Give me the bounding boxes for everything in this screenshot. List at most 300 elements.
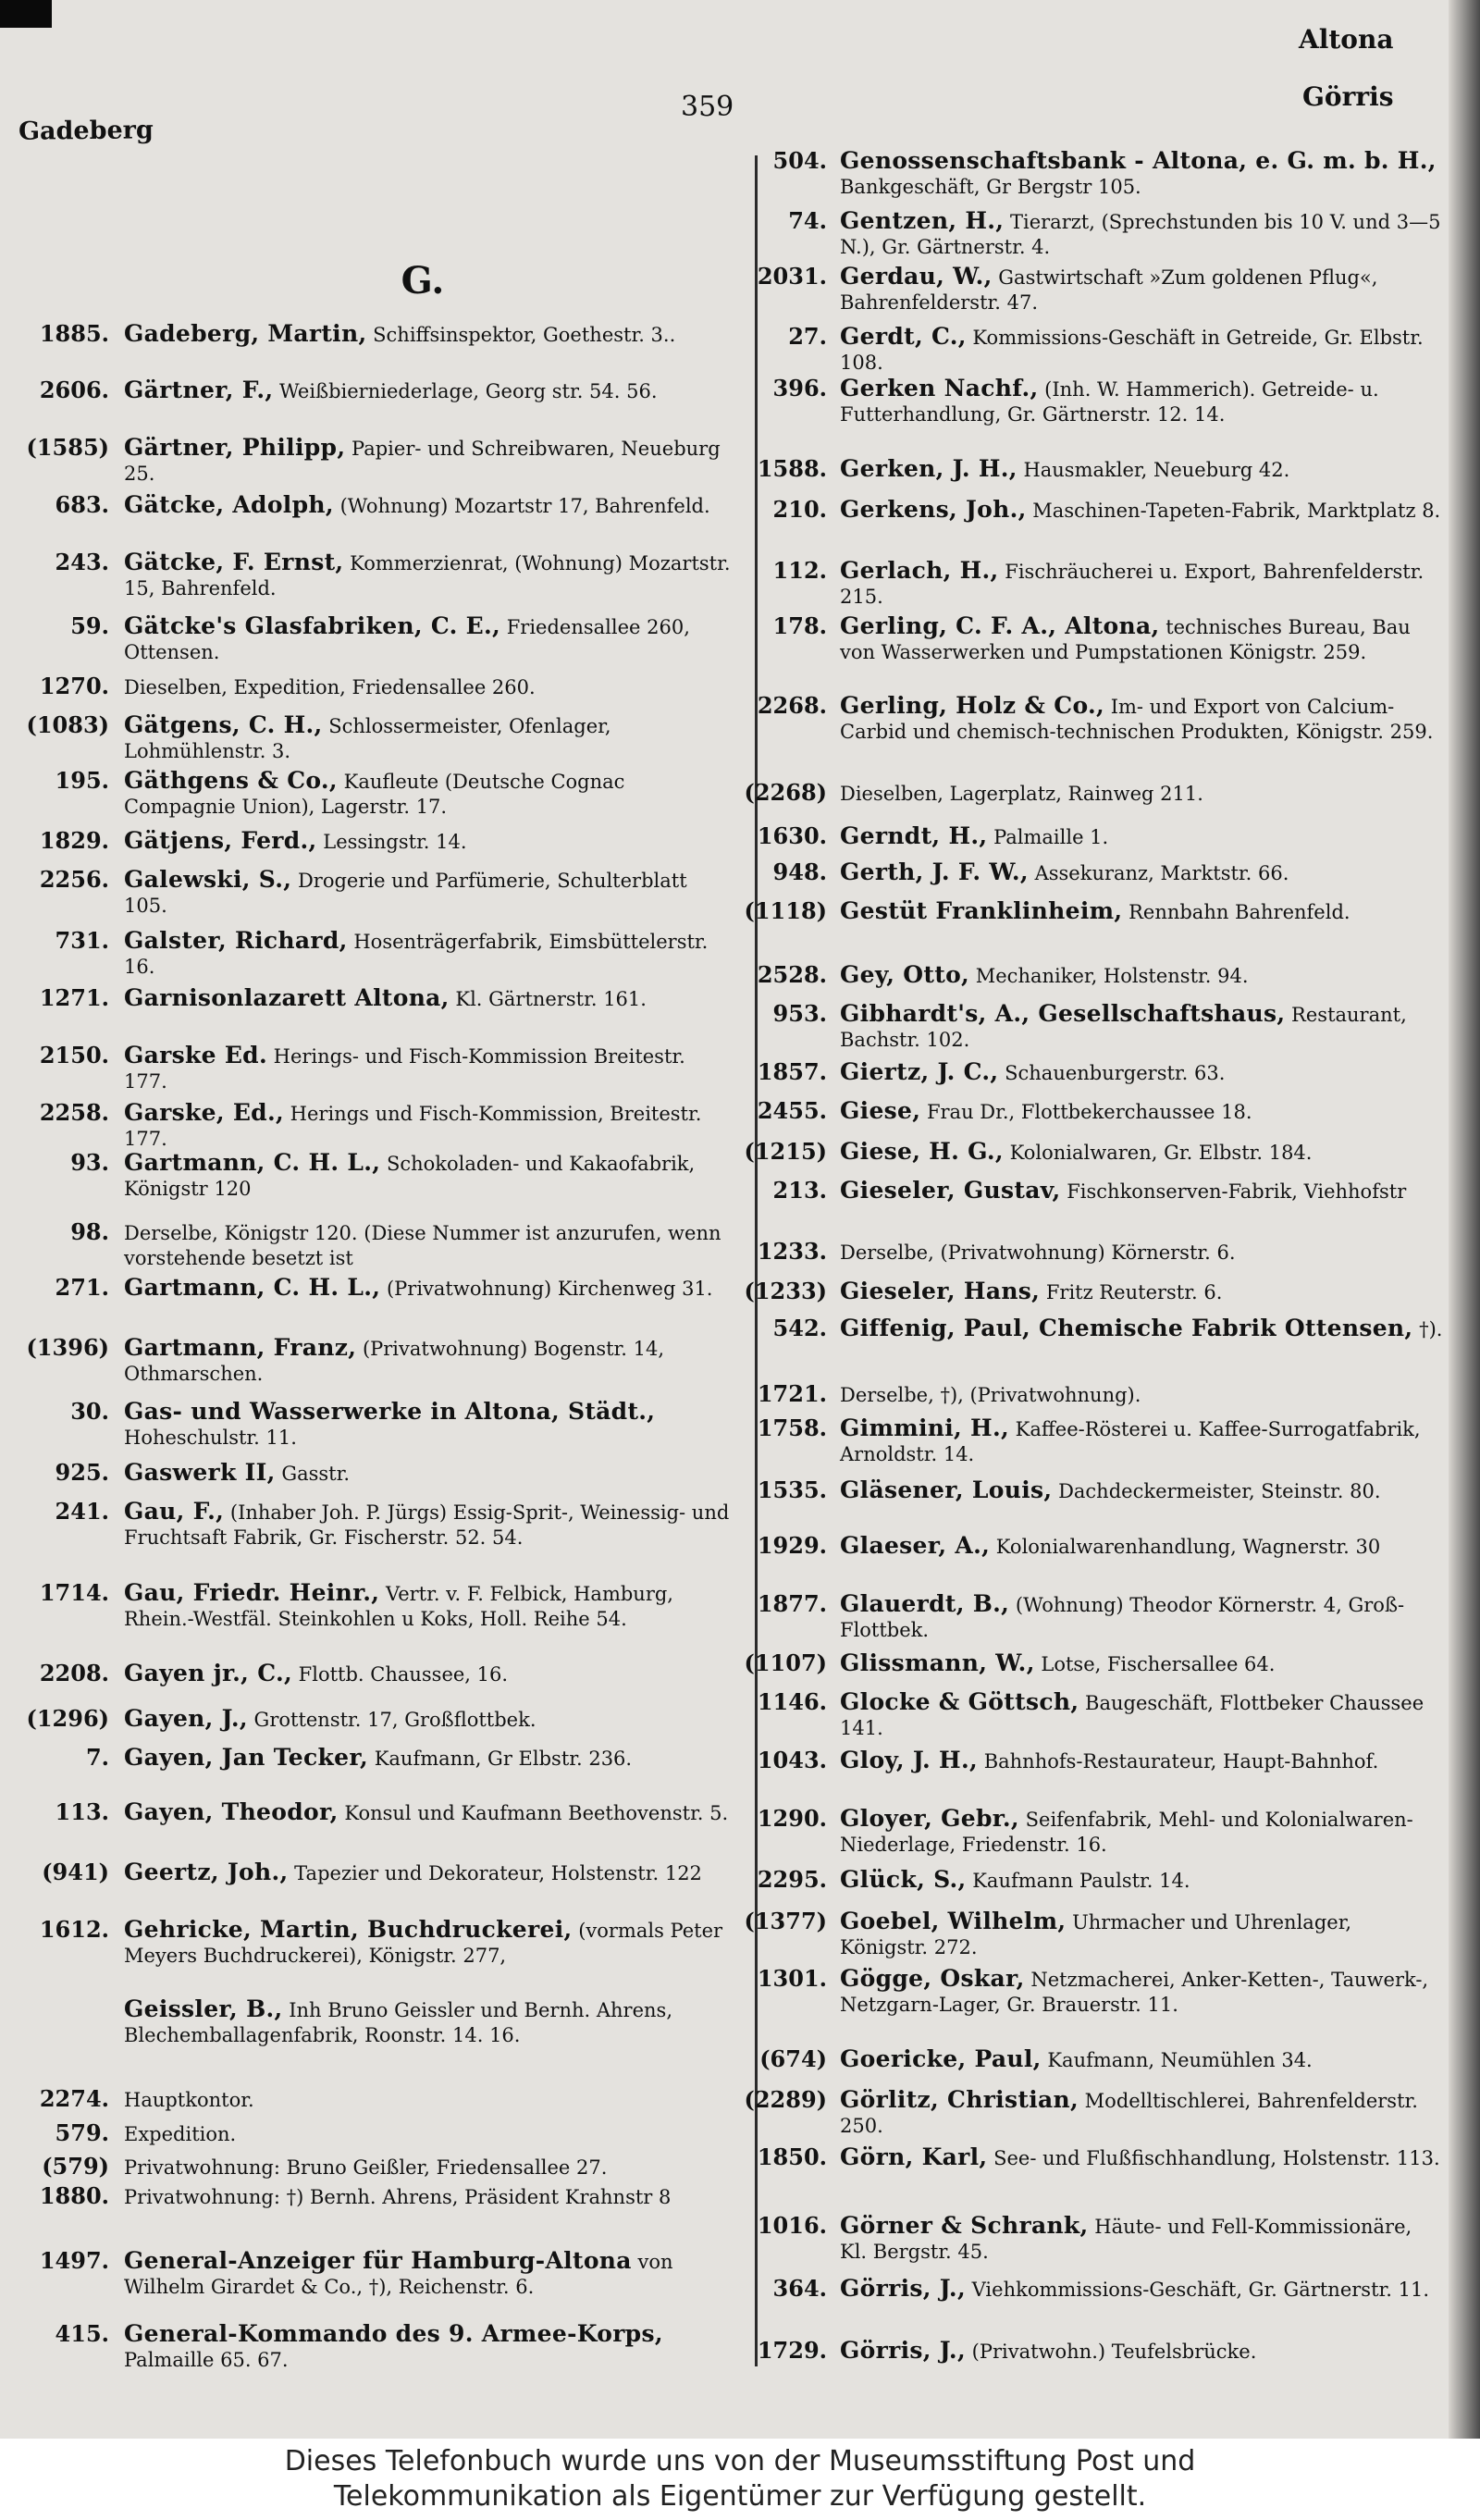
entry-details: Derselbe, Königstr 120. (Diese Nummer ist anzurufen, wenn vorstehende besetzt ist [124, 1222, 722, 1269]
directory-entry [740, 1381, 1443, 1408]
entry-body [124, 613, 733, 665]
phone-number: 1929. [757, 1532, 827, 1559]
phone-number: (2268) [744, 779, 827, 806]
entry-name: Gayen, Jan Tecker, [124, 1744, 369, 1771]
entry-body [124, 550, 733, 601]
phone-number: 27. [788, 323, 827, 350]
entry-details: Drogerie und Parfümerie, Schulterblatt 105. [124, 870, 687, 917]
directory-entry [740, 264, 1443, 315]
entry-body [840, 1909, 1443, 1960]
entry-name: Glück, S., [840, 1866, 967, 1893]
entry-name: General-Kommando des 9. Armee-Korps, [124, 2320, 663, 2347]
phone-number: 1630. [757, 822, 827, 849]
entry-details: Hausmakler, Neueburg 42. [1023, 459, 1290, 481]
phone-number: 2528. [757, 961, 827, 988]
entry-body [840, 1533, 1443, 1560]
phone-number: 2150. [39, 1042, 109, 1069]
entry-body [124, 2248, 733, 2300]
directory-entry [740, 1748, 1443, 1774]
entry-body [124, 377, 733, 404]
entry-body [124, 1275, 733, 1302]
directory-entry [20, 1859, 733, 1886]
entry-body [840, 208, 1443, 260]
directory-entry [20, 1219, 733, 1271]
entry-details: Netzmacherei, Anker-Ketten-, Tauwerk-, Netzgarn-Lager, Gr. Brauerstr. 11. [840, 1969, 1429, 2016]
entry-name: General-Anzeiger für Hamburg-Altona [124, 2247, 632, 2274]
entry-name: Glocke & Göttsch, [840, 1688, 1079, 1715]
directory-entry [740, 1650, 1443, 1677]
entry-details: (Wohnung) Mozartstr 17, Bahrenfeld. [339, 495, 710, 517]
entry-body [124, 768, 733, 820]
directory-entry [740, 2087, 1443, 2139]
entry-name: Gau, Friedr. Heinr., [124, 1579, 380, 1606]
phone-number: 241. [55, 1498, 109, 1525]
entry-name: Gerken Nachf., [840, 375, 1039, 401]
directory-entry [20, 1917, 733, 1969]
phone-number: 2258. [39, 1099, 109, 1126]
entry-details: von Wilhelm Girardet & Co., †), Reichenstr. 6. [124, 2251, 673, 2298]
header-right-keyword: Görris [1302, 81, 1394, 112]
entry-name: Gieseler, Gustav, [840, 1177, 1061, 1204]
entry-name: Gärtner, F., [124, 377, 274, 403]
directory-entry [740, 2213, 1443, 2265]
directory-entry [740, 1966, 1443, 2018]
entry-details: (Wohnung) Theodor Körnerstr. 4, Groß-Flottbek. [840, 1594, 1405, 1641]
entry-details: Uhrmacher und Uhrenlager, Königstr. 272. [840, 1911, 1352, 1958]
entry-name: Görn, Karl, [840, 2143, 988, 2170]
entry-body [124, 1580, 733, 1632]
phone-number: 2268. [757, 692, 827, 719]
entry-details: Hauptkontor. [124, 2089, 254, 2111]
entry-body [840, 1139, 1443, 1166]
entry-body [124, 828, 733, 855]
entry-details: (Privatwohn.) Teufelsbrücke. [971, 2341, 1257, 2363]
entry-name: Gögge, Oskar, [840, 1965, 1025, 1992]
entry-name: Görris, J., [840, 2337, 966, 2364]
entry-body [124, 492, 733, 519]
entry-details: Seifenfabrik, Mehl- und Kolonialwaren-Niederlage, Friedenstr. 16. [840, 1809, 1413, 1856]
entry-body [124, 2120, 733, 2147]
directory-entry [20, 1499, 733, 1550]
phone-number: 953. [772, 1000, 827, 1027]
phone-number: 504. [772, 147, 827, 174]
entry-details: Konsul und Kaufmann Beethovenstr. 5. [344, 1802, 729, 1824]
entry-details: Dieselben, Lagerplatz, Rainweg 211. [840, 783, 1203, 805]
entry-name: Giffenig, Paul, Chemische Fabrik Ottensen, [840, 1315, 1413, 1341]
directory-entry [20, 1460, 733, 1487]
phone-number: (1585) [26, 434, 109, 461]
phone-number: 1016. [757, 2212, 827, 2239]
entry-body [124, 928, 733, 980]
phone-number: (2289) [744, 2086, 827, 2113]
directory-entry [20, 2120, 733, 2147]
entry-body [840, 376, 1443, 427]
entry-details: Tierarzt, (Sprechstunden bis 10 V. und 3—5 N.), Gr. Gärtnerstr. 4. [840, 211, 1441, 258]
phone-number: 113. [55, 1798, 109, 1825]
phone-number: (1377) [744, 1908, 827, 1934]
entry-body [124, 321, 733, 348]
directory-entry [20, 1799, 733, 1826]
footer-notice [0, 2439, 1480, 2520]
phone-number: 1535. [757, 1476, 827, 1503]
entry-details: Hosenträgerfabrik, Eimsbüttelerstr. 16. [124, 931, 709, 978]
entry-details: Palmaille 1. [993, 826, 1109, 848]
directory-entry [740, 497, 1443, 524]
entry-name: Gerndt, H., [840, 822, 988, 849]
entry-body [124, 2154, 733, 2180]
entry-body [840, 2144, 1443, 2171]
entry-body [124, 673, 733, 700]
entry-details: Friedensallee 260, Ottensen. [124, 616, 690, 663]
entry-details: Herings- und Fisch-Kommission Breitestr. 177. [124, 1045, 685, 1093]
directory-entry [740, 2338, 1443, 2365]
entry-details: Kommissions-Geschäft in Getreide, Gr. Elbstr. 108. [840, 327, 1424, 374]
entry-details: Gastwirtschaft »Zum goldenen Pflug«, Bahrenfelderstr. 47. [840, 266, 1378, 314]
entry-body [124, 2183, 733, 2210]
directory-entry [20, 1745, 733, 1772]
entry-name: Gätgens, C. H., [124, 711, 323, 738]
footer-line-1: Dieses Telefonbuch wurde uns von der Museumsstiftung Post und [284, 2445, 1196, 2477]
phone-number: 2256. [39, 866, 109, 893]
entry-body [840, 148, 1443, 200]
entry-name: Gerling, Holz & Co., [840, 692, 1104, 719]
directory-entry [740, 1415, 1443, 1467]
entry-name: Gartmann, Franz, [124, 1334, 357, 1361]
entry-name: Gerkens, Joh., [840, 496, 1027, 523]
entry-details: Häute- und Fell-Kommissionäre, Kl. Bergstr. 45. [840, 2216, 1412, 2263]
entry-body [124, 1745, 733, 1772]
entry-body [840, 1591, 1443, 1643]
entry-details: Inh Bruno Geissler und Bernh. Ahrens, Blechemballagenfabrik, Roonstr. 14. 16. [124, 1999, 672, 2046]
entry-details: Privatwohnung: Bruno Geißler, Friedensallee 27. [124, 2156, 608, 2179]
entry-name: Gartmann, C. H. L., [124, 1274, 381, 1301]
directory-entry [20, 1275, 733, 1302]
entry-name: Galewski, S., [124, 866, 292, 893]
phone-number: 2295. [757, 1866, 827, 1893]
entry-details: Kaufmann Paulstr. 14. [972, 1870, 1190, 1892]
phone-number: (1215) [744, 1138, 827, 1165]
phone-number: 1877. [757, 1590, 827, 1617]
directory-entry [20, 1580, 733, 1632]
directory-entry [740, 1001, 1443, 1053]
directory-entry [20, 712, 733, 764]
phone-number: 948. [772, 859, 827, 885]
entry-body [124, 1150, 733, 1202]
directory-entry [740, 1178, 1443, 1204]
entry-name: Gätcke's Glasfabriken, C. E., [124, 612, 501, 639]
entry-details: Grottenstr. 17, Großflottbek. [253, 1709, 536, 1731]
entry-details: Kommerzienrat, (Wohnung) Mozartstr. 15, Bahrenfeld. [124, 552, 731, 599]
entry-name: Garske, Ed., [124, 1099, 284, 1126]
phone-number: 1857. [757, 1058, 827, 1085]
entry-details: Dachdeckermeister, Steinstr. 80. [1058, 1480, 1381, 1502]
entry-details: Palmaille 65. 67. [124, 2349, 289, 2371]
directory-entry [20, 985, 733, 1012]
phone-number: 98. [70, 1218, 109, 1245]
entry-body [840, 1477, 1443, 1504]
entry-details: Assekuranz, Marktstr. 66. [1034, 862, 1289, 884]
entry-body [124, 2321, 733, 2373]
phone-number: (941) [42, 1859, 109, 1885]
phone-number: 1758. [757, 1414, 827, 1441]
directory-entry [20, 613, 733, 665]
phone-number: 271. [55, 1274, 109, 1301]
phone-number: 542. [772, 1315, 827, 1341]
page-number: 359 [681, 91, 734, 123]
entry-body [840, 1316, 1443, 1342]
directory-entry [20, 1706, 733, 1733]
phone-number: 2455. [757, 1097, 827, 1124]
entry-body [840, 264, 1443, 315]
phone-number: 1729. [757, 2337, 827, 2364]
entry-name: Glissmann, W., [840, 1649, 1035, 1676]
directory-entry [20, 321, 733, 348]
phone-number: (1107) [744, 1649, 827, 1676]
entry-details: Kl. Gärtnerstr. 161. [455, 988, 647, 1010]
phone-number: 1270. [39, 673, 109, 699]
entry-body [840, 1178, 1443, 1204]
entry-details: Gasstr. [281, 1463, 351, 1485]
entry-details: Fischkonserven-Fabrik, Viehhofstr [1067, 1180, 1407, 1203]
directory-entry [20, 1661, 733, 1687]
entry-body [840, 1381, 1443, 1408]
entry-body [840, 1279, 1443, 1305]
entry-details: Kaffee-Rösterei u. Kaffee-Surrogatfabrik, Arnoldstr. 14. [840, 1418, 1421, 1465]
entry-details: Papier- und Schreibwaren, Neueburg 25. [124, 438, 721, 485]
entry-name: Gätjens, Ferd., [124, 827, 317, 854]
entry-details: Restaurant, Bachstr. 102. [840, 1004, 1407, 1051]
entry-body [124, 1917, 733, 1969]
directory-entry [740, 693, 1443, 745]
phone-number: 731. [55, 927, 109, 954]
directory-entry [740, 1591, 1443, 1643]
phone-number: 7. [85, 1744, 109, 1771]
entry-details: Baugeschäft, Flottbeker Chaussee 141. [840, 1692, 1424, 1739]
entry-body [840, 1650, 1443, 1677]
directory-entry [740, 324, 1443, 376]
entry-body [124, 1100, 733, 1152]
directory-entry [740, 1316, 1443, 1342]
directory-entry [20, 2154, 733, 2180]
directory-entry [20, 1996, 733, 2048]
entry-body [840, 2338, 1443, 2365]
phone-number: 1829. [39, 827, 109, 854]
directory-entry [20, 2183, 733, 2210]
entry-body [840, 2276, 1443, 2303]
entry-name: Garske Ed. [124, 1042, 267, 1069]
directory-entry [740, 1098, 1443, 1125]
entry-name: Geertz, Joh., [124, 1859, 289, 1885]
entry-details: Schlossermeister, Ofenlager, Lohmühlenstr. 3. [124, 715, 611, 762]
phone-number: 30. [70, 1398, 109, 1425]
directory-entry [740, 2276, 1443, 2303]
phone-number: 1146. [757, 1688, 827, 1715]
directory-entry [740, 1239, 1443, 1266]
directory-entry [740, 558, 1443, 610]
entry-details: Dieselben, Expedition, Friedensallee 260. [124, 676, 536, 698]
header-right-city: Altona [1299, 24, 1394, 55]
entry-name: Gayen, Theodor, [124, 1798, 339, 1825]
entry-details: (Privatwohnung) Bogenstr. 14, Othmarschen. [124, 1338, 665, 1385]
phone-number: 2031. [757, 263, 827, 290]
entry-body [124, 867, 733, 919]
entry-body [840, 1806, 1443, 1858]
entry-name: Gestüt Franklinheim, [840, 897, 1123, 924]
entry-name: Garnisonlazarett Altona, [124, 984, 450, 1011]
entry-details: technisches Bureau, Bau von Wasserwerken und Pumpstationen Königstr. 259. [840, 616, 1411, 663]
entry-name: Gibhardt's, A., Gesellschaftshaus, [840, 1000, 1286, 1027]
entry-body [840, 1748, 1443, 1774]
directory-entry [740, 2046, 1443, 2073]
entry-name: Gey, Otto, [840, 961, 970, 988]
entry-body [124, 1799, 733, 1826]
entry-details: See- und Flußfischhandlung, Holstenstr. 113. [993, 2147, 1440, 2169]
entry-name: Gärtner, Philipp, [124, 434, 346, 461]
phone-number: 925. [55, 1459, 109, 1486]
directory-entry [20, 1335, 733, 1387]
entry-name: Glauerdt, B., [840, 1590, 1010, 1617]
directory-entry [20, 2086, 733, 2113]
phone-number: 1885. [39, 320, 109, 347]
directory-entry [740, 1059, 1443, 1086]
directory-entry [740, 1867, 1443, 1894]
phone-number: 210. [772, 496, 827, 523]
directory-entry [740, 1806, 1443, 1858]
directory-entry [740, 1477, 1443, 1504]
entry-details: Vertr. v. F. Felbick, Hamburg, Rhein.-Westfäl. Steinkohlen u Koks, Holl. Reihe 54. [124, 1583, 673, 1630]
directory-entry [20, 768, 733, 820]
entry-details: Tapezier und Dekorateur, Holstenstr. 122 [294, 1862, 702, 1884]
entry-body [840, 497, 1443, 524]
entry-name: Gaswerk II, [124, 1459, 276, 1486]
entry-name: Görlitz, Christian, [840, 2086, 1079, 2113]
entry-details: Maschinen-Tapeten-Fabrik, Marktplatz 8. [1032, 500, 1441, 522]
phone-number: (1118) [744, 897, 827, 924]
entry-name: Gerken, J. H., [840, 455, 1018, 482]
header-left-keyword: Gadeberg [18, 116, 154, 146]
entry-body [840, 859, 1443, 886]
entry-body [840, 1966, 1443, 2018]
entry-name: Gätcke, F. Ernst, [124, 549, 344, 575]
entry-body [840, 962, 1443, 989]
entry-details: Viehkommissions-Geschäft, Gr. Gärtnerstr. 11. [971, 2279, 1429, 2301]
entry-details: Privatwohnung: †) Bernh. Ahrens, Präsident Krahnstr 8 [124, 2186, 672, 2208]
entry-details: Im- und Export von Calcium-Carbid und chemisch-technischen Produkten, Königstr. 259. [840, 696, 1434, 743]
entry-details: Fischräucherei u. Export, Bahrenfelderstr. 215. [840, 561, 1424, 608]
entry-details: (Inh. W. Hammerich). Getreide- u. Futterhandlung, Gr. Gärtnerstr. 12. 14. [840, 378, 1379, 426]
entry-details: Bankgeschäft, Gr Bergstr 105. [840, 176, 1141, 198]
phone-number: 213. [772, 1177, 827, 1204]
directory-entry [20, 1043, 733, 1094]
entry-details: Rennbahn Bahrenfeld. [1128, 901, 1350, 923]
phone-number: 1612. [39, 1916, 109, 1943]
phone-number: (674) [759, 2045, 827, 2072]
phone-number: 396. [772, 375, 827, 401]
entry-name: Genossenschaftsbank - Altona, e. G. m. b. H., [840, 147, 1437, 174]
entry-body [840, 2213, 1443, 2265]
entry-name: Görner & Schrank, [840, 2212, 1089, 2239]
directory-entry [20, 2248, 733, 2300]
entry-name: Gloyer, Gebr., [840, 1805, 1019, 1832]
entry-details: (Inhaber Joh. P. Jürgs) Essig-Sprit-, Weinessig- und Fruchtsaft Fabrik, Gr. Fischerstr. 52. 54. [124, 1501, 730, 1549]
phone-number: (1296) [26, 1705, 109, 1732]
entry-name: Glaeser, A., [840, 1532, 991, 1559]
phone-number: (1233) [744, 1278, 827, 1304]
directory-entry [740, 376, 1443, 427]
phone-number: 1233. [757, 1238, 827, 1265]
directory-entry [740, 780, 1443, 807]
entry-body [840, 693, 1443, 745]
entry-name: Gayen jr., C., [124, 1660, 292, 1686]
entry-details: Schiffsinspektor, Goethestr. 3.. [373, 324, 676, 346]
entry-details: Kaufmann, Gr Elbstr. 236. [374, 1748, 633, 1770]
entry-name: Gas- und Wasserwerke in Altona, Städt., [124, 1398, 656, 1425]
directory-entry [20, 377, 733, 404]
entry-body [840, 1239, 1443, 1266]
directory-entry [20, 1150, 733, 1202]
directory-entry [740, 962, 1443, 989]
entry-body [124, 435, 733, 487]
phone-number: 364. [772, 2275, 827, 2302]
entry-body [124, 1706, 733, 1733]
footer-line-2: Telekommunikation als Eigentümer zur Verfügung gestellt. [333, 2480, 1147, 2513]
entry-name: Gerling, C. F. A., Altona, [840, 612, 1160, 639]
phone-number: 195. [55, 767, 109, 794]
page-edge-shadow [1449, 0, 1480, 2439]
phone-number: 1043. [757, 1747, 827, 1773]
entry-body [840, 1098, 1443, 1125]
directory-entry [20, 435, 733, 487]
entry-name: Gerdau, W., [840, 263, 993, 290]
phone-number: 1588. [757, 455, 827, 482]
phone-number: 1880. [39, 2182, 109, 2209]
entry-name: Galster, Richard, [124, 927, 348, 954]
entry-details: Modelltischlerei, Bahrenfelderstr. 250. [840, 2090, 1418, 2137]
entry-details: (vormals Peter Meyers Buchdruckerei), Königstr. 277, [124, 1920, 723, 1967]
entry-body [124, 712, 733, 764]
directory-entry [20, 2321, 733, 2373]
directory-entry [740, 613, 1443, 665]
entry-name: Gieseler, Hans, [840, 1278, 1041, 1304]
phone-number: 1290. [757, 1805, 827, 1832]
directory-entry [740, 823, 1443, 850]
directory-entry [740, 898, 1443, 925]
entry-details: Derselbe, †), (Privatwohnung). [840, 1384, 1141, 1406]
entry-body [840, 1001, 1443, 1053]
entry-details: Kolonialwarenhandlung, Wagnerstr. 30 [995, 1536, 1381, 1558]
entry-details: Expedition. [124, 2123, 237, 2145]
phone-number: (1083) [26, 711, 109, 738]
entry-body [124, 1661, 733, 1687]
entry-details: Lotse, Fischersallee 64. [1041, 1653, 1276, 1675]
entry-name: Gerth, J. F. W., [840, 859, 1029, 885]
directory-entry [740, 1139, 1443, 1166]
entry-body [840, 1689, 1443, 1741]
directory-entry [20, 928, 733, 980]
phone-number: 579. [55, 2119, 109, 2146]
directory-entry [740, 2144, 1443, 2171]
entry-body [840, 2087, 1443, 2139]
directory-entry [740, 456, 1443, 483]
directory-entry [740, 1689, 1443, 1741]
entry-name: Geissler, B., [124, 1995, 283, 2022]
directory-entry [740, 1279, 1443, 1305]
directory-entry [740, 208, 1443, 260]
entry-details: Schauenburgerstr. 63. [1005, 1062, 1226, 1084]
entry-body [840, 780, 1443, 807]
entry-name: Gläsener, Louis, [840, 1476, 1053, 1503]
phone-number: (1396) [26, 1334, 109, 1361]
